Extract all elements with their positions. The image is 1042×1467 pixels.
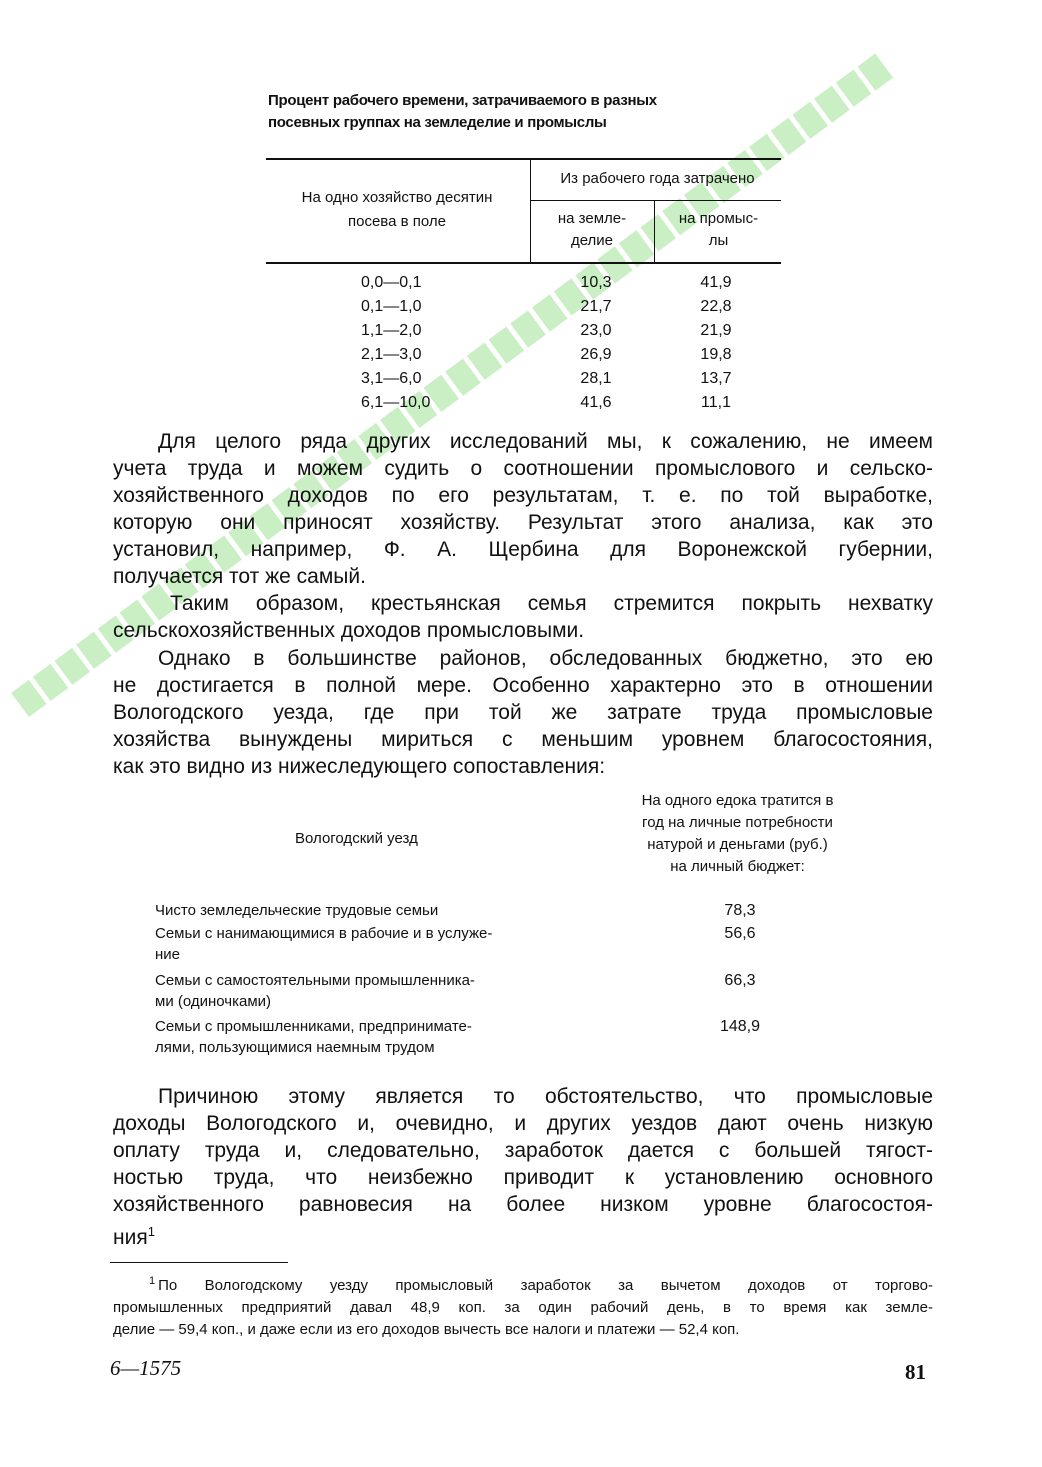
row-label xyxy=(155,900,595,921)
row-label-line: ми (одиночками) xyxy=(155,993,272,1010)
col-header-agriculture xyxy=(530,208,654,252)
agri-cell: 23,0 xyxy=(580,322,612,339)
agri-cell: 41,6 xyxy=(580,394,612,411)
text-fragment: ния xyxy=(113,1226,148,1249)
text-line: оплату труда и, следовательно, заработок дается с большей тягост- xyxy=(113,1139,933,1162)
text-line: доходы Вологодского и, очевидно, и других уездов дают очень низкую xyxy=(113,1112,933,1135)
col-header-crafts xyxy=(656,208,781,252)
table-rule xyxy=(266,262,781,264)
row-label-line: Семьи с самостоятельными промышленника- xyxy=(155,972,475,989)
region-header: Вологодский уезд xyxy=(295,830,418,847)
caption-line: посевных группах на земледелие и промыслы xyxy=(268,114,607,131)
row-label xyxy=(155,970,595,1012)
footnote-line: промышленных предприятий давал 48,9 коп. за один рабочий день, в то время как земле- xyxy=(113,1299,933,1316)
crafts-cell: 11,1 xyxy=(701,394,731,411)
footnote-rule xyxy=(110,1262,288,1263)
text-line: сельскохозяйственных доходов промысловыми. xyxy=(113,619,585,642)
col-header-line: делие xyxy=(570,232,614,249)
col-header-line: на промыс- xyxy=(678,210,759,227)
row-label-line: лями, пользующимися наемным трудом xyxy=(155,1039,435,1056)
spending-header-line: На одного едока тратится в xyxy=(641,792,834,809)
agri-cell: 26,9 xyxy=(580,346,612,363)
table-row xyxy=(266,274,781,298)
range-cell: 2,1—3,0 xyxy=(361,346,422,363)
row-label xyxy=(155,1016,595,1058)
text-line: получается тот же самый. xyxy=(113,565,366,588)
text-line: которую они приносят хозяйству. Результат этого анализа, как это xyxy=(113,511,933,534)
col-header-line: лы xyxy=(708,232,729,249)
text-line: Вологодского уезда, где при той же затрате труда промысловые xyxy=(113,701,933,724)
spending-header xyxy=(610,790,865,878)
table-body xyxy=(266,274,781,418)
footnote-reference[interactable]: 1 xyxy=(147,1224,155,1239)
col-header-line: на земле- xyxy=(557,210,627,227)
footnote xyxy=(113,1270,933,1341)
table-rule xyxy=(530,200,781,201)
row-value: 66,3 xyxy=(724,972,756,989)
text-line: не достигается в полной мере. Особенно характерно это в отношении xyxy=(113,674,933,697)
paragraph-4 xyxy=(113,1083,933,1251)
span-header: Из рабочего года затрачено xyxy=(560,170,755,187)
row-label-line: ние xyxy=(155,946,181,963)
range-cell: 6,1—10,0 xyxy=(361,394,431,411)
agri-cell: 21,7 xyxy=(580,298,612,315)
text-line: установил, например, Ф. А. Щербина для Воронежской губернии, xyxy=(113,538,933,561)
text-line: Причиною этому является то обстоятельство, что промысловые xyxy=(158,1085,933,1108)
footnote-line xyxy=(113,1270,933,1297)
text-line: хозяйственного равновесия на более низком уровне благосостоя- xyxy=(113,1193,933,1216)
text-line xyxy=(113,1218,933,1251)
row-label-line: Семьи с нанимающимися в рабочие и в услуже- xyxy=(155,925,493,942)
footnote-line: делие — 59,4 коп., и даже если из его доходов вычесть все налоги и платежи — 52,4 коп. xyxy=(113,1321,740,1338)
crafts-cell: 41,9 xyxy=(700,274,732,291)
text-line: Однако в большинстве районов, обследованных бюджетно, это ею xyxy=(158,647,933,670)
footnote-mark: 1 xyxy=(149,1275,156,1287)
row-label-line: Чисто земледельческие трудовые семьи xyxy=(155,902,439,919)
table-row xyxy=(266,298,781,322)
agri-cell: 28,1 xyxy=(580,370,612,387)
text-line: хозяйства вынуждены мириться с меньшим уровнем благосостояния, xyxy=(113,728,933,751)
text-line: как это видно из нижеследующего сопоставления: xyxy=(113,755,606,778)
table-caption xyxy=(268,90,788,134)
range-cell: 3,1—6,0 xyxy=(361,370,422,387)
row-label xyxy=(155,923,595,965)
spending-header-line: год на личные потребности xyxy=(642,814,833,831)
paragraph-3 xyxy=(113,645,933,780)
table-divider xyxy=(654,200,655,263)
row-value: 148,9 xyxy=(719,1018,761,1035)
caption-line: Процент рабочего времени, затрачиваемого в разных xyxy=(268,92,657,109)
stub-header-line: посева в поле xyxy=(348,213,446,230)
table-row xyxy=(266,322,781,346)
paragraph-1 xyxy=(113,428,933,590)
text-line: ностью труда, что неизбежно приводит к установлению основного xyxy=(113,1166,933,1189)
text-line: учета труда и можем судить о соотношении промыслового и сельско- xyxy=(113,457,933,480)
crafts-cell: 19,8 xyxy=(700,346,732,363)
crafts-cell: 21,9 xyxy=(700,322,732,339)
text-line: Для целого ряда других исследований мы, к сожалению, не имеем xyxy=(158,430,933,453)
stub-header-line: На одно хозяйство десятин xyxy=(301,189,493,206)
agri-cell: 10,3 xyxy=(580,274,612,291)
spending-header-line: на личный бюджет: xyxy=(670,858,805,875)
table-row xyxy=(266,346,781,370)
paragraph-2 xyxy=(113,590,933,644)
table-rule xyxy=(266,158,781,160)
text-line: Таким образом, крестьянская семья стремится покрыть нехватку xyxy=(170,592,933,615)
table-row xyxy=(266,394,781,418)
spending-header-line: натурой и деньгами (руб.) xyxy=(647,836,828,853)
range-cell: 1,1—2,0 xyxy=(361,322,422,339)
stub-header xyxy=(266,186,528,234)
range-cell: 0,0—0,1 xyxy=(361,274,422,291)
page-number: 81 xyxy=(905,1360,926,1384)
row-value: 78,3 xyxy=(724,902,756,919)
crafts-cell: 13,7 xyxy=(700,370,732,387)
printer-signature: 6—1575 xyxy=(110,1356,182,1380)
range-cell: 0,1—1,0 xyxy=(361,298,422,315)
crafts-cell: 22,8 xyxy=(700,298,732,315)
table-row xyxy=(266,370,781,394)
text-line: хозяйственного доходов по его результатам, т. е. по той выработке, xyxy=(113,484,933,507)
row-value: 56,6 xyxy=(724,925,756,942)
footnote-text: По Вологодскому уезду промысловый заработок за вычетом доходов от торгово- xyxy=(158,1277,933,1294)
row-label-line: Семьи с промышленниками, предпринимате- xyxy=(155,1018,472,1035)
